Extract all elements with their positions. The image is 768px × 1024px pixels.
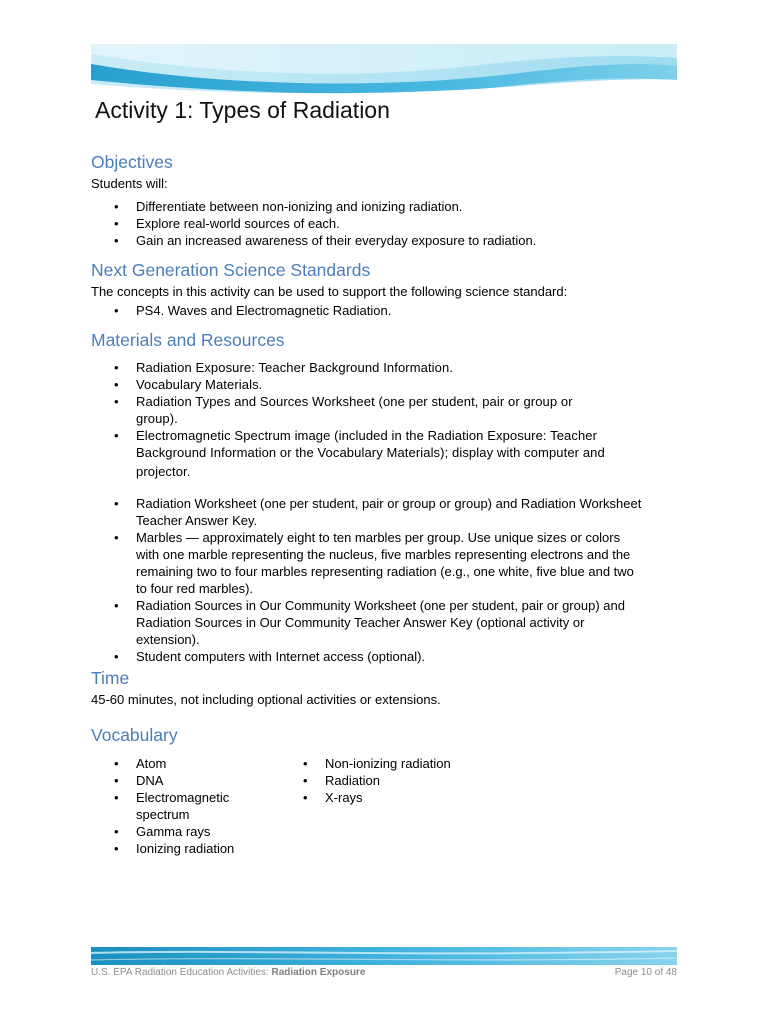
materials-list-b [111,495,641,665]
vocabulary-list-col2 [300,755,520,806]
list-item: • Radiation Worksheet (one per student, pair or group or group) and Radiation Worksheet Teacher Answer Key. [111,495,641,529]
list-item: • Explore real-world sources of each. [111,215,536,232]
header-wave-banner [91,44,677,94]
list-item: • Student computers with Internet access (optional). [111,648,641,665]
ngss-intro: The concepts in this activity can be used to support the following science standard: [91,284,568,299]
list-item: • DNA [111,772,281,789]
list-item: • Ionizing radiation [111,840,281,857]
list-item: • Differentiate between non-ionizing and ionizing radiation. [111,198,536,215]
time-text: 45-60 minutes, not including optional activities or extensions. [91,692,441,707]
list-item: • Atom [111,755,281,772]
list-item: • Gamma rays [111,823,281,840]
list-item: • Radiation Types and Sources Worksheet (one per student, pair or group or group). [111,393,605,427]
footer-wave-bar [91,947,677,965]
time-heading: Time [91,668,130,688]
list-item: • Non-ionizing radiation [300,755,520,772]
list-item: • Radiation [300,772,520,789]
list-item: • PS4. Waves and Electromagnetic Radiation. [111,302,391,319]
vocabulary-heading: Vocabulary [91,725,178,745]
list-item: • Gain an increased awareness of their everyday exposure to radiation. [111,232,536,249]
objectives-heading: Objectives [91,152,173,172]
materials-list-a [111,359,605,483]
list-item: • Radiation Sources in Our Community Worksheet (one per student, pair or group) and Radiation Sources in Our Community Teacher Answer Key (optional activity or extension). [111,597,641,648]
list-item: • Radiation Exposure: Teacher Background Information. [111,359,605,376]
list-item: • Electromagnetic Spectrum image (included in the Radiation Exposure: Teacher Background Information or the Vocabulary Materials); display with computer and projector. [111,427,605,483]
list-item: • Electromagnetic spectrum [111,789,281,823]
list-item: • X-rays [300,789,520,806]
page-title: Activity 1: Types of Radiation [95,97,390,123]
materials-heading: Materials and Resources [91,330,285,350]
list-item: • Vocabulary Materials. [111,376,605,393]
footer-document-name: U.S. EPA Radiation Education Activities: Radiation Exposure [91,967,366,978]
list-item: • Marbles — approximately eight to ten marbles per group. Use unique sizes or colors with one marble representing the nucleus, five marbles representing electrons and the remaining two to four marbles representing radiation (e.g., one white, five blue and two to four red marbles). [111,529,641,597]
objectives-list [111,198,536,249]
footer-page-number: Page 10 of 48 [614,967,677,978]
objectives-intro: Students will: [91,176,168,191]
ngss-heading: Next Generation Science Standards [91,260,371,280]
vocabulary-list-col1 [111,755,281,857]
ngss-list [111,302,391,319]
